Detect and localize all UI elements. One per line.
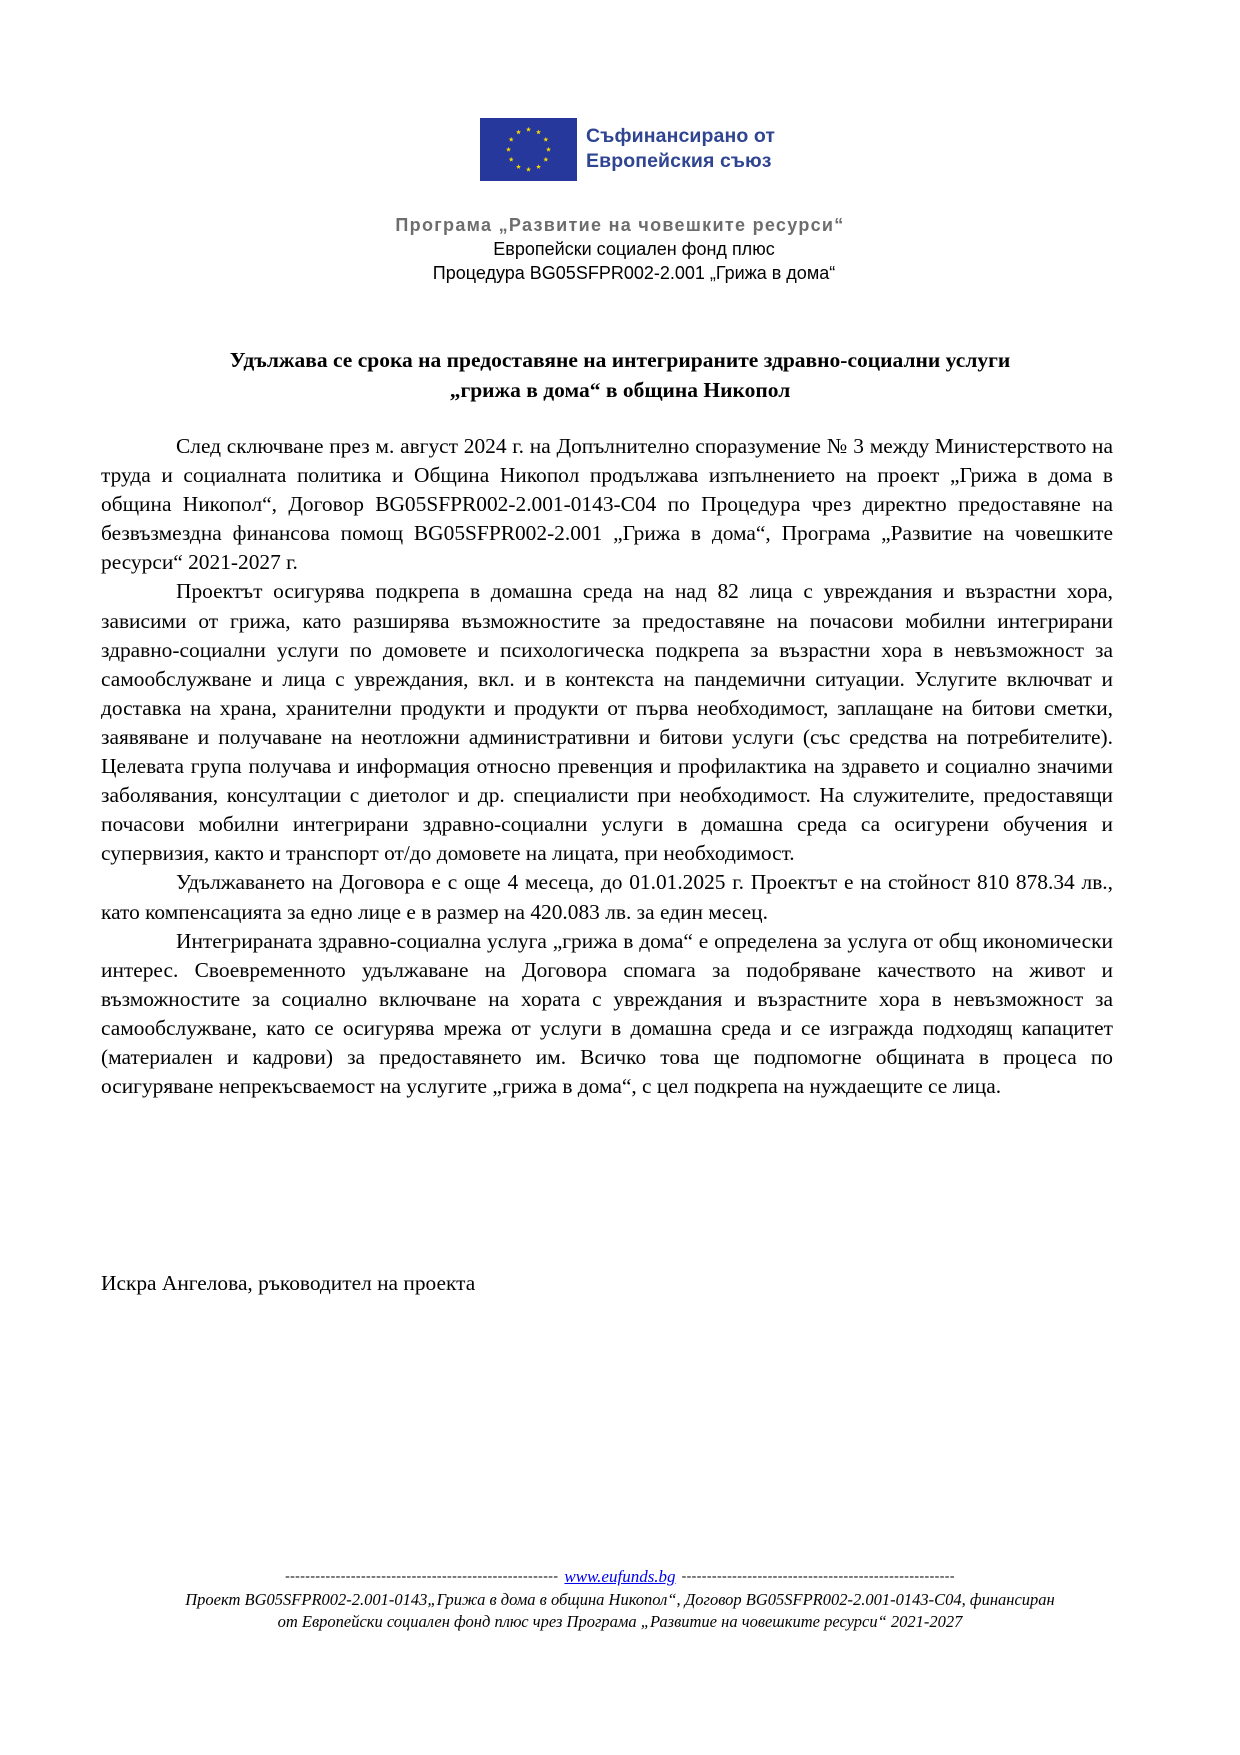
signature: Искра Ангелова, ръководител на проекта [101, 1271, 476, 1295]
programme-name: Програма „Развитие на човешките ресурси“ [395, 215, 845, 235]
title-line-2: „грижа в дома“ в община Никопол [449, 378, 791, 402]
eu-star [506, 146, 511, 151]
page-title [100, 345, 1140, 405]
eu-star [536, 129, 541, 134]
logo-line-1: Съфинансирано от [586, 125, 776, 147]
eu-star [546, 146, 551, 151]
paragraph: Проектът осигурява подкрепа в домашна среда на над 82 лица с увреждания и възрастни хора, зависими от грижа, като разширява възможностите за предоставяне на почасови мобилни интегрирани здравно-социални услуги по домовете и психологическа подкрепа за възрастни хора в невъзможност за самообслужване и лица с увреждания, вкл. и в контекста на пандемични ситуации. Услугите включват и доставка на храна, хранителни продукти и продукти от първа необходимост, заплащане на битови сметки, заявяване и получаване на неотложни административни и битови услуги (със средства на потребителите). Целевата група получава и информация относно превенция и профилактика на здравето и социално значими заболявания, консултации с диетолог и др. специалисти при необходимост. На служителите, предоставящи почасови мобилни интегрирани здравно-социални услуги в домашна среда са осигурени обучения и супервизия, както и транспорт от/до домовете на лицата, при необходимост. [101, 579, 1113, 866]
fund-name: Европейски социален фонд плюс [493, 239, 775, 259]
footer-link-line [0, 1567, 1240, 1587]
eu-star [526, 166, 531, 171]
paragraph: След сключване през м. август 2024 г. на Допълнително споразумение № 3 между Министерството на труда и социалната политика и Община Никопол продължава изпълнението на проект „Грижа в дома в община Никопол“, Договор BG05SFPR002-2.001-0143-С04 по Процедура чрез директно предоставяне на безвъзмездна финансова помощ BG05SFPR002-2.001 „Грижа в дома“, Програма „Развитие на човешките ресурси“ 2021-2027 г. [101, 434, 1113, 575]
eu-flag-icon [480, 118, 577, 181]
page-footer [0, 1567, 1240, 1633]
eu-stars [480, 118, 577, 181]
article-body [101, 432, 1113, 1101]
eu-cofunded-logo [480, 117, 810, 181]
procedure-name: Процедура BG05SFPR002-2.001 „Грижа в дома“ [432, 263, 836, 283]
eu-star [526, 126, 531, 131]
eu-star [509, 136, 514, 141]
programme-header [0, 213, 1240, 285]
footer-dashes-left: ------------------------------------------------------ [285, 1569, 559, 1584]
eu-star [516, 129, 521, 134]
footer-note [0, 1589, 1240, 1633]
footer-note-line-2: от Европейски социален фонд плюс чрез Програма „Развитие на човешките ресурси“ 2021-2027 [277, 1612, 963, 1631]
logo-line-2: Европейския съюз [586, 150, 772, 172]
eu-star [516, 164, 521, 169]
footer-note-line-1: Проект BG05SFPR002-2.001-0143„Грижа в дома в община Никопол“, Договор BG05SFPR002-2.001-0143-С04, финансиран [185, 1590, 1055, 1609]
footer-dashes-right: ------------------------------------------------------ [681, 1569, 955, 1584]
eu-star [509, 156, 514, 161]
paragraph: Удължаването на Договора е с още 4 месеца, до 01.01.2025 г. Проектът е на стойност 810 878.34 лв., като компенсацията за едно лице е в размер на 420.083 лв. за един месец. [101, 870, 1113, 924]
eu-star [543, 156, 548, 161]
title-line-1: Удължава се срока на предоставяне на интегрираните здравно-социални услуги [229, 348, 1011, 372]
eu-star [543, 136, 548, 141]
eufunds-link[interactable]: www.eufunds.bg [564, 1567, 676, 1586]
eu-star [536, 164, 541, 169]
paragraph: Интегрираната здравно-социална услуга „грижа в дома“ е определена за услуга от общ икономически интерес. Своевременното удължаване на Договора спомага за подобряване качеството на живот и възможностите за социално включване на хората с увреждания и възрастните хора в невъзможност за самообслужване, като се осигурява мрежа от услуги в домашна среда и се изгражда подходящ капацитет (материален и кадрови) за предоставянето им. Всичко това ще подпомогне общината в процеса по осигуряване непрекъсваемост на услугите „грижа в дома“, с цел подкрепа на нуждаещите се лица. [101, 928, 1113, 1099]
logo-caption [586, 124, 775, 174]
